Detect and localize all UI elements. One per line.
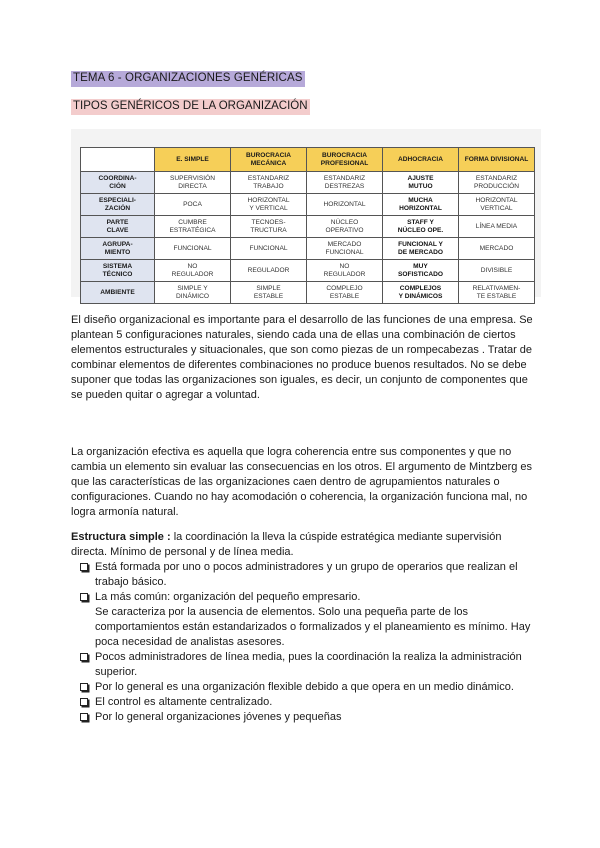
table-cell: HORIZONTAL Y VERTICAL bbox=[231, 194, 307, 216]
table-cell: POCA bbox=[155, 194, 231, 216]
table-row bbox=[81, 282, 535, 304]
list-item-text: El control es altamente centralizado. bbox=[95, 696, 273, 708]
table-cell: LÍNEA MEDIA bbox=[459, 216, 535, 238]
list-item-text: Está formada por uno o pocos administradores y un grupo de operarios que realizan el trabajo básico. bbox=[95, 561, 518, 588]
table-cell: MERCADO bbox=[459, 238, 535, 260]
table-cell: HORIZONTAL bbox=[307, 194, 383, 216]
intro-paragraph: El diseño organizacional es importante para el desarrollo de las funciones de una empresa. Se plantean 5 configuraciones naturales, siendo cada una de ellas una combinación de ciertos elementos estructurales y situacionales, que son como piezas de un rompecabezas . Tratar de combinar elementos de diferentes combinaciones no produce buenos resultados. No se debe suponer que todas las organizaciones son iguales, es decir, un conjunto de componentes que se pueden quitar o agregar a voluntad. bbox=[71, 314, 533, 401]
table-cell: MUCHA HORIZONTAL bbox=[383, 194, 459, 216]
table-cell: MUY SOFISTICADO bbox=[383, 260, 459, 282]
list-item-text: Por lo general es una organización flexible debido a que opera en un medio dinámico. bbox=[95, 681, 514, 693]
column-header: ADHOCRACIA bbox=[383, 148, 459, 172]
list-item bbox=[71, 590, 533, 650]
checkbox-bullet-icon bbox=[80, 653, 88, 661]
table-cell: SIMPLE Y DINÁMICO bbox=[155, 282, 231, 304]
simple-structure-text: la coordinación la lleva la cúspide estratégica mediante supervisión directa. Mínimo de personal y de línea media. bbox=[71, 531, 502, 558]
list-item bbox=[71, 710, 533, 725]
table-cell: HORIZONTAL VERTICAL bbox=[459, 194, 535, 216]
checkbox-bullet-icon bbox=[80, 593, 88, 601]
row-header: SISTEMA TÉCNICO bbox=[81, 260, 155, 282]
list-item-text: La más común: organización del pequeño empresario. Se caracteriza por la ausencia de elementos. Solo una pequeña parte de los comportamientos están estandarizados o formalizados y el planeamiento es mínimo. Hay poca necesidad de analistas asesores. bbox=[95, 591, 531, 648]
list-item-text: Pocos administradores de línea media, pues la coordinación la realiza la administración superior. bbox=[95, 651, 522, 678]
table-cell: COMPLEJO ESTABLE bbox=[307, 282, 383, 304]
organization-types-table-image bbox=[71, 129, 541, 300]
list-item bbox=[71, 680, 533, 695]
checkbox-bullet-icon bbox=[80, 563, 88, 571]
table-cell: RELATIVAMEN- TE ESTABLE bbox=[459, 282, 535, 304]
table-cell: NÚCLEO OPERATIVO bbox=[307, 216, 383, 238]
table-cell: STAFF Y NÚCLEO OPE. bbox=[383, 216, 459, 238]
table-row bbox=[81, 172, 535, 194]
simple-structure-paragraph bbox=[71, 530, 533, 560]
table-cell: DIVISIBLE bbox=[459, 260, 535, 282]
checkbox-bullet-icon bbox=[80, 713, 88, 721]
simple-structure-label: Estructura simple : bbox=[71, 531, 171, 543]
table-cell: ESTANDARIZ PRODUCCIÓN bbox=[459, 172, 535, 194]
list-item-text: Por lo general organizaciones jóvenes y pequeñas bbox=[95, 711, 342, 723]
table-row bbox=[81, 238, 535, 260]
effective-organization-paragraph: La organización efectiva es aquella que logra coherencia entre sus componentes y que no cambia un elemento sin evaluar las consecuencias en los otros. El argumento de Mintzberg es que las características de las organizaciones caen dentro de agrupamientos naturales o configuraciones. Cuando no hay acomodación o coherencia, la organización funciona mal, no logra armonía natural. bbox=[71, 446, 533, 518]
table-cell: MERCADO FUNCIONAL bbox=[307, 238, 383, 260]
table-cell: FUNCIONAL Y DE MERCADO bbox=[383, 238, 459, 260]
table-row bbox=[81, 216, 535, 238]
row-header: COORDINA- CIÓN bbox=[81, 172, 155, 194]
table-cell: SIMPLE ESTABLE bbox=[231, 282, 307, 304]
table-cell: ESTANDARIZ TRABAJO bbox=[231, 172, 307, 194]
table-cell: FUNCIONAL bbox=[155, 238, 231, 260]
table-cell: FUNCIONAL bbox=[231, 238, 307, 260]
column-header: BUROCRACIA MECÁNICA bbox=[231, 148, 307, 172]
table-cell: NO REGULADOR bbox=[307, 260, 383, 282]
table-row bbox=[81, 260, 535, 282]
organization-types-table bbox=[80, 147, 535, 304]
table-cell: CUMBRE ESTRATÉGICA bbox=[155, 216, 231, 238]
checkbox-bullet-icon bbox=[80, 698, 88, 706]
table-cell: ESTANDARIZ DESTREZAS bbox=[307, 172, 383, 194]
table-row bbox=[81, 194, 535, 216]
simple-structure-bullet-list bbox=[71, 560, 533, 725]
column-header: FORMA DIVISIONAL bbox=[459, 148, 535, 172]
list-item bbox=[71, 695, 533, 710]
table-header-row bbox=[81, 148, 535, 172]
list-item bbox=[71, 650, 533, 680]
column-header: BUROCRACIA PROFESIONAL bbox=[307, 148, 383, 172]
table-cell: NO REGULADOR bbox=[155, 260, 231, 282]
section-heading: TIPOS GENÉRICOS DE LA ORGANIZACIÓN bbox=[71, 99, 310, 115]
table-cell: SUPERVISIÓN DIRECTA bbox=[155, 172, 231, 194]
table-cell: AJUSTE MUTUO bbox=[383, 172, 459, 194]
chapter-heading: TEMA 6 - ORGANIZACIONES GENÉRICAS bbox=[71, 71, 305, 87]
row-header: ESPECIALI- ZACIÓN bbox=[81, 194, 155, 216]
row-header: AGRUPA- MIENTO bbox=[81, 238, 155, 260]
row-header: PARTE CLAVE bbox=[81, 216, 155, 238]
row-header: AMBIENTE bbox=[81, 282, 155, 304]
table-cell: COMPLEJOS Y DINÁMICOS bbox=[383, 282, 459, 304]
list-item bbox=[71, 560, 533, 590]
checkbox-bullet-icon bbox=[80, 683, 88, 691]
column-header: E. SIMPLE bbox=[155, 148, 231, 172]
table-cell: TECNOES- TRUCTURA bbox=[231, 216, 307, 238]
table-corner-cell bbox=[81, 148, 155, 172]
table-cell: REGULADOR bbox=[231, 260, 307, 282]
